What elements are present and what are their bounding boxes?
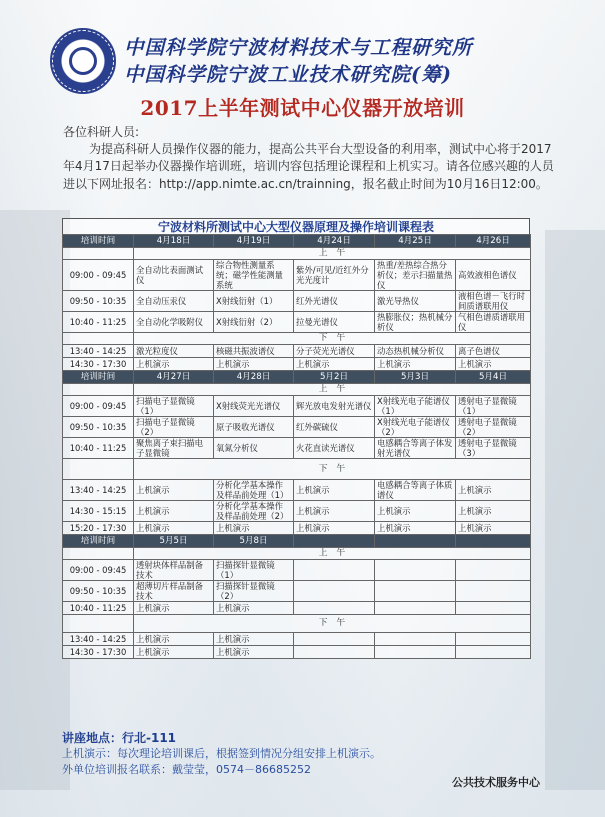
course-cell: 上机演示 xyxy=(214,602,294,615)
time-slot: 10:40 - 11:25 xyxy=(63,312,134,333)
date-header: 5月2日 xyxy=(294,371,375,384)
time-slot: 13:40 - 14:25 xyxy=(63,345,134,358)
course-cell: 气相色谱质谱联用仪 xyxy=(456,312,531,333)
course-cell: 上机演示 xyxy=(294,480,375,501)
course-cell xyxy=(375,646,456,659)
date-header xyxy=(294,535,375,548)
org-name-line1: 中国科学院宁波材料技术与工程研究所 xyxy=(124,36,473,59)
course-cell: 聚焦离子束扫描电子显微镜 xyxy=(134,438,214,459)
course-cell xyxy=(375,560,456,581)
course-cell: 透射电子显微镜（2） xyxy=(456,417,531,438)
demo-note: 上机演示：每次理论培训课后，根据签到情况分组安排上机演示。 xyxy=(62,747,381,760)
course-cell: 全自动比表面测试仪 xyxy=(134,260,214,291)
course-cell: X射线荧光光谱仪 xyxy=(214,396,294,417)
table-row xyxy=(63,345,531,358)
session-row xyxy=(63,384,531,396)
session-row xyxy=(63,248,531,260)
course-cell: 上机演示 xyxy=(134,480,214,501)
time-slot: 09:00 - 09:45 xyxy=(63,560,134,581)
time-slot: 14:30 - 17:30 xyxy=(63,358,134,371)
course-cell: 透射电子显微镜（1） xyxy=(456,396,531,417)
date-header: 5月3日 xyxy=(375,371,456,384)
course-cell xyxy=(375,602,456,615)
date-header: 4月27日 xyxy=(134,371,214,384)
course-cell: 上机演示 xyxy=(214,646,294,659)
course-cell: 上机演示 xyxy=(294,522,375,535)
table-row xyxy=(63,646,531,659)
schedule xyxy=(62,218,530,659)
course-cell: 综合物性测量系统；磁学性能测量系统 xyxy=(214,260,294,291)
course-cell: 电感耦合等离子体发射光谱仪 xyxy=(375,438,456,459)
table-row xyxy=(63,312,531,333)
schedule-header-row xyxy=(63,535,531,548)
course-cell: 上机演示 xyxy=(134,501,214,522)
course-cell: 扫描电子显微镜（1） xyxy=(134,396,214,417)
course-cell: 扫描探针显微镜（1） xyxy=(214,560,294,581)
course-cell: 上机演示 xyxy=(294,358,375,371)
time-header: 培训时间 xyxy=(63,535,134,548)
date-header: 4月19日 xyxy=(214,235,294,248)
course-cell: 全自动化学吸附仪 xyxy=(134,312,214,333)
course-cell: 上机演示 xyxy=(456,480,531,501)
course-cell: 高效液相色谱仪 xyxy=(456,260,531,291)
course-cell: 热膨胀仪；热机械分析仪 xyxy=(375,312,456,333)
course-cell: 上机演示 xyxy=(134,358,214,371)
course-cell: 上机演示 xyxy=(294,501,375,522)
course-cell: 紫外/可见/近红外分光光度计 xyxy=(294,260,375,291)
time-slot: 14:30 - 17:30 xyxy=(63,646,134,659)
time-slot: 10:40 - 11:25 xyxy=(63,438,134,459)
course-cell: 原子吸收光谱仪 xyxy=(214,417,294,438)
table-row xyxy=(63,438,531,459)
time-header: 培训时间 xyxy=(63,235,134,248)
table-row xyxy=(63,581,531,602)
course-cell: X射线光电子能谱仪（1） xyxy=(375,396,456,417)
session-spacer xyxy=(63,333,134,345)
course-cell: 上机演示 xyxy=(456,358,531,371)
session-spacer xyxy=(63,459,134,480)
time-slot: 13:40 - 14:25 xyxy=(63,633,134,646)
date-header xyxy=(375,535,456,548)
course-cell: 上机演示 xyxy=(375,501,456,522)
greeting: 各位科研人员: xyxy=(63,125,140,139)
org-name-line2: 中国科学院宁波工业技术研究院(筹) xyxy=(124,63,452,86)
course-cell: 上机演示 xyxy=(375,522,456,535)
course-cell: 上机演示 xyxy=(134,633,214,646)
course-cell xyxy=(456,560,531,581)
course-cell xyxy=(294,633,375,646)
date-header: 5月8日 xyxy=(214,535,294,548)
intro-body: 为提高科研人员操作仪器的能力，提高公共平台大型设备的利用率，测试中心将于2017年4月17日起举办仪器操作培训班，培训内容包括理论课程和上机实习。请各位感兴趣的人员进以下网址报名：http://app.nimte.ac.cn/trainning，报名截止时间为10月16日12:00。 xyxy=(63,142,554,191)
course-cell: 氧氮分析仪 xyxy=(214,438,294,459)
date-header: 4月26日 xyxy=(456,235,531,248)
time-slot: 09:50 - 10:35 xyxy=(63,581,134,602)
course-cell xyxy=(456,633,531,646)
time-slot: 15:20 - 17:30 xyxy=(63,522,134,535)
session-row xyxy=(63,459,531,480)
table-row xyxy=(63,291,531,312)
session-label: 上 午 xyxy=(134,548,531,560)
header xyxy=(0,0,605,122)
date-header: 4月25日 xyxy=(375,235,456,248)
table-row xyxy=(63,358,531,371)
date-header: 4月24日 xyxy=(294,235,375,248)
table-row xyxy=(63,417,531,438)
course-cell: 上机演示 xyxy=(456,501,531,522)
table-row xyxy=(63,602,531,615)
course-cell: 上机演示 xyxy=(375,358,456,371)
course-cell: 上机演示 xyxy=(214,358,294,371)
time-slot: 14:30 - 15:15 xyxy=(63,501,134,522)
session-label: 下 午 xyxy=(134,333,531,345)
session-label: 上 午 xyxy=(134,248,531,260)
session-spacer xyxy=(63,248,134,260)
course-cell: 上机演示 xyxy=(214,522,294,535)
table-row xyxy=(63,501,531,522)
session-label: 下 午 xyxy=(134,459,531,480)
background-equipment-right xyxy=(545,230,605,790)
date-header: 4月28日 xyxy=(214,371,294,384)
course-cell: 核磁共振波谱仪 xyxy=(214,345,294,358)
contact-note: 外单位培训报名联系：戴莹莹，0574－86685252 xyxy=(62,763,311,776)
course-cell: 火花直读光谱仪 xyxy=(294,438,375,459)
background-equipment-left xyxy=(0,210,70,790)
course-cell: 激光导热仪 xyxy=(375,291,456,312)
course-cell xyxy=(456,581,531,602)
course-cell: 拉曼光谱仪 xyxy=(294,312,375,333)
course-cell: 上机演示 xyxy=(456,522,531,535)
course-cell xyxy=(456,646,531,659)
course-cell: 上机演示 xyxy=(134,602,214,615)
cas-logo-icon xyxy=(50,28,116,94)
course-cell: 动态热机械分析仪 xyxy=(375,345,456,358)
course-cell xyxy=(456,602,531,615)
table-row xyxy=(63,560,531,581)
course-cell: 红外碳硫仪 xyxy=(294,417,375,438)
course-cell: 扫描探针显微镜（2） xyxy=(214,581,294,602)
table-row xyxy=(63,260,531,291)
course-cell: 激光粒度仪 xyxy=(134,345,214,358)
date-header: 5月4日 xyxy=(456,371,531,384)
time-slot: 09:00 - 09:45 xyxy=(63,260,134,291)
time-slot: 09:50 - 10:35 xyxy=(63,291,134,312)
course-cell: X射线衍射（1） xyxy=(214,291,294,312)
date-header xyxy=(456,535,531,548)
session-row xyxy=(63,333,531,345)
course-cell xyxy=(294,646,375,659)
lecture-location: 讲座地点：行北-111 xyxy=(62,731,177,745)
date-header: 5月5日 xyxy=(134,535,214,548)
course-cell: X射线光电子能谱仪（2） xyxy=(375,417,456,438)
course-cell xyxy=(375,581,456,602)
time-slot: 13:40 - 14:25 xyxy=(63,480,134,501)
course-cell: 上机演示 xyxy=(214,633,294,646)
table-row xyxy=(63,480,531,501)
time-slot: 10:40 - 11:25 xyxy=(63,602,134,615)
course-cell: 超薄切片样品制备技术 xyxy=(134,581,214,602)
session-label: 上 午 xyxy=(134,384,531,396)
time-header: 培训时间 xyxy=(63,371,134,384)
schedule-table xyxy=(62,234,531,659)
session-row xyxy=(63,548,531,560)
session-spacer xyxy=(63,384,134,396)
course-cell xyxy=(294,560,375,581)
table-row xyxy=(63,396,531,417)
course-cell: 透射块体样品制备技术 xyxy=(134,560,214,581)
course-cell: 上机演示 xyxy=(134,646,214,659)
course-cell: 离子色谱仪 xyxy=(456,345,531,358)
course-cell: 热重/差热综合热分析仪；差示扫描量热仪 xyxy=(375,260,456,291)
session-label: 下 午 xyxy=(134,615,531,633)
schedule-header-row xyxy=(63,235,531,248)
course-cell: 红外光谱仪 xyxy=(294,291,375,312)
course-cell: 液相色谱－飞行时间质谱联用仪 xyxy=(456,291,531,312)
schedule-title: 宁波材料所测试中心大型仪器原理及操作培训课程表 xyxy=(62,218,530,234)
course-cell: 分析化学基本操作及样品前处理（1） xyxy=(214,480,294,501)
date-header: 4月18日 xyxy=(134,235,214,248)
page-title: 2017上半年测试中心仪器开放培训 xyxy=(140,96,465,120)
course-cell: X射线衍射（2） xyxy=(214,312,294,333)
course-cell xyxy=(294,602,375,615)
course-cell: 扫描电子显微镜（2） xyxy=(134,417,214,438)
session-spacer xyxy=(63,548,134,560)
time-slot: 09:00 - 09:45 xyxy=(63,396,134,417)
session-row xyxy=(63,615,531,633)
schedule-header-row xyxy=(63,371,531,384)
course-cell: 电感耦合等离子体质谱仪 xyxy=(375,480,456,501)
course-cell: 辉光放电发射光谱仪 xyxy=(294,396,375,417)
time-slot: 09:50 - 10:35 xyxy=(63,417,134,438)
footer-department: 公共技术服务中心 xyxy=(452,776,540,789)
course-cell xyxy=(294,581,375,602)
course-cell: 分析化学基本操作及样品前处理（2） xyxy=(214,501,294,522)
table-row xyxy=(63,522,531,535)
intro xyxy=(63,124,563,193)
course-cell: 透射电子显微镜（3） xyxy=(456,438,531,459)
session-spacer xyxy=(63,615,134,633)
table-row xyxy=(63,633,531,646)
course-cell: 上机演示 xyxy=(134,522,214,535)
course-cell: 分子荧光光谱仪 xyxy=(294,345,375,358)
course-cell xyxy=(375,633,456,646)
course-cell: 全自动压汞仪 xyxy=(134,291,214,312)
